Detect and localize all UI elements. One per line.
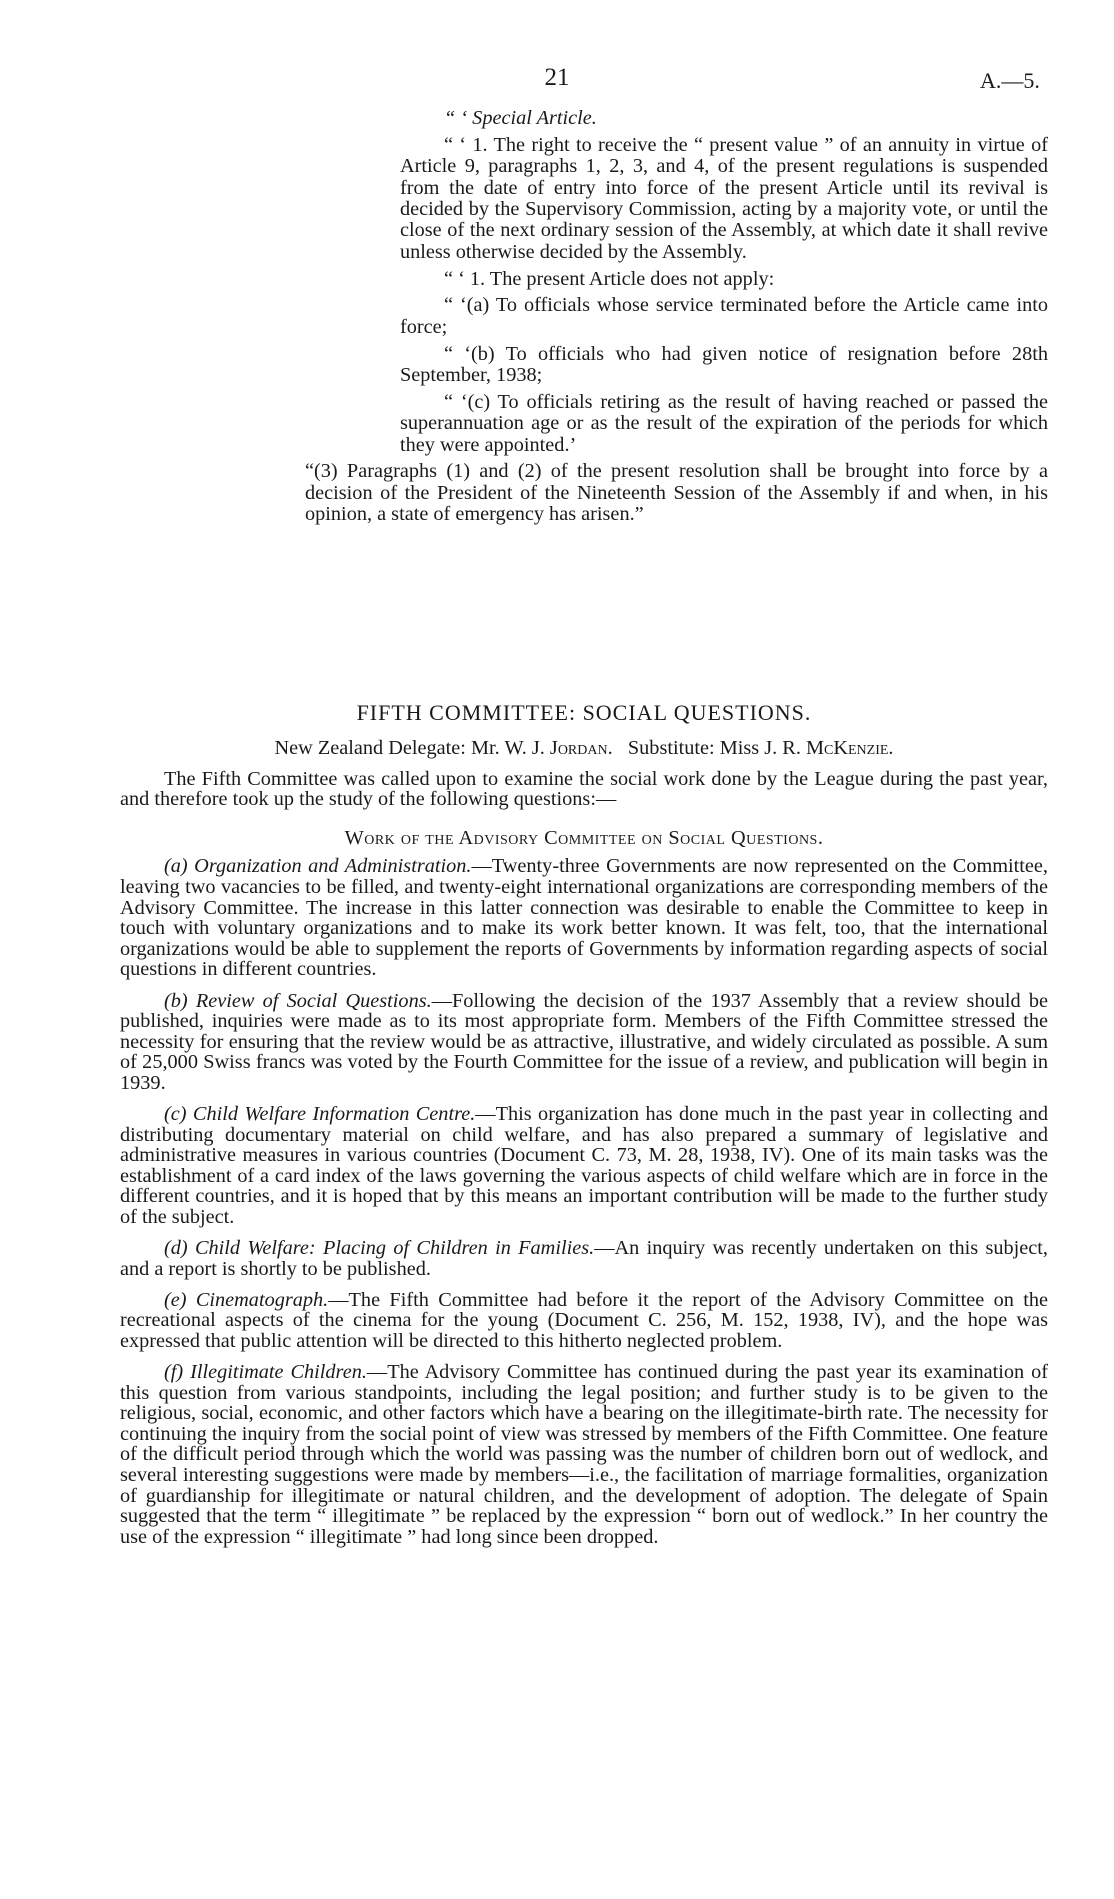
document-reference: A.—5. [980, 68, 1040, 93]
intro-paragraph: The Fifth Committee was called upon to examine the social work done by the League during the past year, and therefore took up the study of the following questions:— [120, 767, 1048, 811]
item-label: (f) Illegitimate Children. [164, 1361, 367, 1384]
page-number: 21 [544, 64, 570, 91]
item-text: —This organization has done much in the past year in collecting and distributing documentary material on child welfare, and has also prepared a summary of legislative and administrative measures in various countries (Document C. 73, M. 28, 1938, IV). One of its main tasks was the establishment of a card index of the laws governing the various aspects of child welfare which are in force in the different countries, and it is hoped that by this means an important contribution will be made to the further study of the subject. [120, 1103, 1048, 1228]
delegate-name: Jordan. [549, 736, 613, 759]
item-paragraph [120, 1362, 1048, 1547]
item-text: —Twenty-three Governments are now represented on the Committee, leaving two vacancies to be filled, and twenty-eight international organizations are corresponding members of the Advisory Committee. The increase in this latter connection was desirable to enable the Committee to keep in touch with voluntary organizations and to make its work better known. It was felt, too, that the international organizations would be able to supplement the reports of Governments by information regarding aspects of social questions in different countries. [120, 855, 1048, 981]
quote-paragraph: “ ‘ 1. The present Article does not apply: [444, 267, 775, 290]
item-label: (c) Child Welfare Information Centre. [164, 1103, 476, 1125]
item-paragraph [120, 991, 1048, 1094]
item-paragraph [120, 1238, 1048, 1279]
item-text: —The Advisory Committee has continued during the past year its examination of this question from various standpoints, including the legal position; and further study is to be given to the religious, social, economic, and other factors which have a bearing on the illegitimate-birth rate. The necessity for continuing the inquiry from the social point of view was stressed by members of the Fifth Committee. One feature of the difficult period through which the world was passing was the number of children born out of wedlock, and several interesting suggestions were made by members—i.e., the facilitation of marriage formalities, organization of guardianship for illegitimate or natural children, and the development of adoption. The delegate of Spain suggested that the term “ illegitimate ” be replaced by the expression “ born out of wedlock.” In her country the use of the expression “ illegitimate ” had long since been dropped. [120, 1361, 1048, 1548]
item-paragraph [120, 856, 1048, 980]
item-text: —Following the decision of the 1937 Assembly that a review should be published, inquiries were made as to its most appropriate form. Members of the Fifth Committee stressed the necessity for ensuring that the review would be as attractive, illustrative, and widely circulated as possible. A sum of 25,000 Swiss francs was voted by the Fourth Committee for the issue of a review, and publication will begin in 1939. [120, 989, 1048, 1094]
quote-paragraph: “ ‘ 1. The right to receive the “ present value ” of an annuity in virtue of Article 9, paragraphs 1, 2, 3, and 4, of the present regulations is suspended from the date of entry into force of the present Article until its revival is decided by the Supervisory Commission, acting by a majority vote, or until the close of the next ordinary session of the Assembly, at which date it shall revive unless otherwise decided by the Assembly. [400, 133, 1048, 263]
item-label: (d) Child Welfare: Placing of Children in Families. [164, 1237, 595, 1260]
quote-item-b: “ ‘(b) To officials who had given notice of resignation before 28th September, 1938; [400, 342, 1048, 387]
item-label: (e) Cinematograph. [164, 1288, 329, 1311]
special-article-title: “ ‘ Special Article. [444, 107, 597, 129]
subheading: Work of the Advisory Committee on Social Questions. [344, 826, 824, 849]
item-text: —The Fifth Committee had before it the report of the Advisory Committee on the recreational aspects of the cinema for the young (Document C. 256, M. 152, 1938, IV), and the hope was expressed that public attention will be directed to this hitherto neglected problem. [120, 1288, 1048, 1352]
item-text: —An inquiry was recently undertaken on this subject, and a report is shortly to be published. [120, 1237, 1048, 1280]
item-paragraph [120, 1290, 1048, 1352]
substitute-name: McKenzie. [805, 736, 894, 759]
section-heading: FIFTH COMMITTEE: SOCIAL QUESTIONS. [356, 700, 812, 725]
item-label: (a) Organization and Administration. [164, 855, 472, 878]
substitute-label: Substitute: Miss J. R. [627, 736, 801, 759]
quote-item-a: “ ‘(a) To officials whose service terminated before the Article came into force; [400, 294, 1048, 338]
item-label: (b) Review of Social Questions. [164, 989, 432, 1012]
quote-paragraph-3: “(3) Paragraphs (1) and (2) of the present resolution shall be brought into force by a decision of the President of the Nineteenth Session of the Assembly if and when, in his opinion, a state of emergency has arisen.” [305, 460, 1048, 526]
item-paragraph [120, 1104, 1048, 1228]
quote-item-c: “ ‘(c) To officials retiring as the result of having reached or passed the superannuation age or as the result of the expiration of the periods for which they were appointed.’ [400, 390, 1048, 456]
delegate-line [120, 738, 1048, 759]
fifth-committee-section [120, 700, 1048, 1558]
special-article-quote [305, 107, 1048, 531]
delegate-label: New Zealand Delegate: Mr. W. J. [274, 736, 545, 759]
